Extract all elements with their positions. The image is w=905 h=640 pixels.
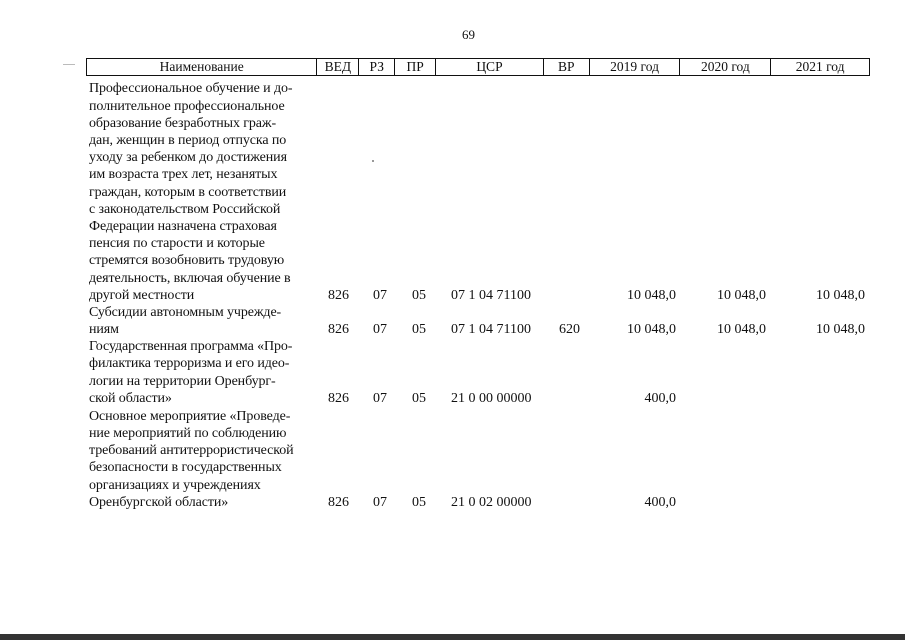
row-2021: 10 048,0 — [816, 321, 865, 337]
table-row — [0, 80, 905, 304]
row-pr: 05 — [412, 390, 426, 406]
row-rz: 07 — [373, 390, 387, 406]
row-pr: 05 — [412, 494, 426, 510]
header-ved: ВЕД — [317, 59, 359, 75]
row-rz: 07 — [373, 287, 387, 303]
header-2019: 2019 год — [590, 59, 681, 75]
row-ved: 826 — [328, 390, 349, 406]
row-2020: 10 048,0 — [717, 287, 766, 303]
header-rz: РЗ — [359, 59, 395, 75]
row-ved: 826 — [328, 321, 349, 337]
row-csr: 07 1 04 71100 — [451, 321, 531, 337]
row-csr: 07 1 04 71100 — [451, 287, 531, 303]
row-name: Государственная программа «Про- филактика терроризма и его идео- логии на территории Оренбург- ской области» — [89, 339, 293, 406]
row-pr: 05 — [412, 321, 426, 337]
row-rz: 07 — [373, 321, 387, 337]
table-row — [0, 407, 905, 511]
header-2020: 2020 год — [680, 59, 771, 75]
header-csr: ЦСР — [436, 59, 544, 75]
row-2019: 10 048,0 — [627, 287, 676, 303]
row-2021: 10 048,0 — [816, 287, 865, 303]
scan-edge — [0, 634, 905, 640]
row-2019: 400,0 — [644, 390, 676, 406]
margin-mark — [63, 64, 75, 65]
table-row — [0, 304, 905, 338]
row-ved: 826 — [328, 287, 349, 303]
row-2019: 10 048,0 — [627, 321, 676, 337]
row-ved: 826 — [328, 494, 349, 510]
table-header — [86, 58, 870, 76]
page-number: 69 — [462, 27, 475, 42]
row-csr: 21 0 00 00000 — [451, 390, 532, 406]
header-pr: ПР — [395, 59, 436, 75]
row-name: Профессиональное обучение и до- полнительное профессиональное образование безработных граж- дан, женщин в период отпуска по уходу за ребенком до достижения им возраста трех лет, незанятых граждан, которым в соответствии с законодательством Российской Федерации назначена страховая пенсия по старости и которые стремятся возобновить трудовую деятельность, включая обучение в другой местности — [89, 81, 293, 303]
row-rz: 07 — [373, 494, 387, 510]
row-name: Основное мероприятие «Проведе- ние мероприятий по соблюдению требований антитеррористической безопасности в государственных организациях и учреждениях Оренбургской области» — [89, 408, 294, 510]
header-name: Наименование — [87, 59, 317, 75]
row-vr: 620 — [559, 321, 580, 337]
row-pr: 05 — [412, 287, 426, 303]
row-csr: 21 0 02 00000 — [451, 494, 532, 510]
header-vr: ВР — [544, 59, 590, 75]
table-row — [0, 338, 905, 407]
row-name: Субсидии автономным учрежде- ниям — [89, 304, 282, 337]
row-2020: 10 048,0 — [717, 321, 766, 337]
row-2019: 400,0 — [644, 494, 676, 510]
header-2021: 2021 год — [795, 59, 845, 75]
